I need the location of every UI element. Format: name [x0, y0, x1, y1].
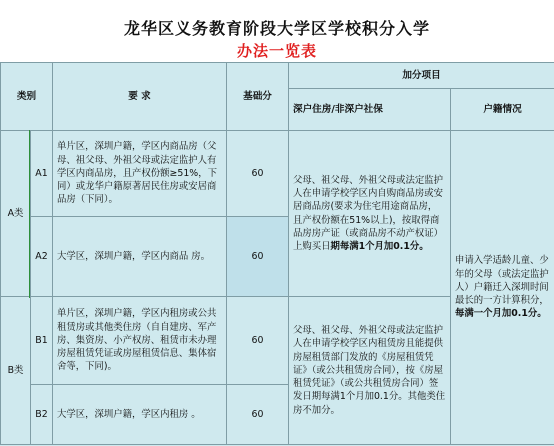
bonus-a-bold: 期每满1个月加0.1分。 — [330, 240, 429, 252]
header-household: 户籍情况 — [451, 89, 554, 131]
requirement-b2: 大学区，深圳户籍，学区内租房 。 — [53, 385, 227, 445]
category-b: B类 — [1, 297, 31, 445]
score-table — [0, 62, 554, 445]
header-requirement: 要 求 — [53, 63, 227, 131]
header-category: 类别 — [1, 63, 53, 131]
base-b2: 60 — [227, 385, 289, 445]
base-a2: 60 — [227, 217, 289, 297]
requirement-b1: 单片区，深圳户籍，学区内租房或公共租赁房或其他类住房（自自建房、军产房、集资房、小产权房、租赁市未办理房屋租赁凭证或房屋租赁信息、集体宿舍等，下同)。 — [53, 297, 227, 385]
header-base-score: 基础分 — [227, 63, 289, 131]
household-cell — [451, 131, 554, 445]
header-housing-social: 深户住房/非深户社保 — [289, 89, 451, 131]
title-area — [0, 0, 554, 62]
requirement-a1: 单片区，深圳户籍，学区内商品房（父母、祖父母、外祖父母或法定监护人有学区内商品房，且产权份额≥51%，下同）或龙华户籍原著居民住房或安居商品房（下同）。 — [53, 131, 227, 217]
bonus-a-text: 父母、祖父母、外祖父母或法定监护人在申请学校学区内自购商品房或安居商品房(要求为住宅用途商品房，且产权份额在51%以上)，按取得商品房房产证（或商品房不动产权证）上购买日 — [293, 174, 444, 252]
sub-b1: B1 — [31, 297, 53, 385]
bonus-b-cell: 父母、祖父母、外祖父母或法定监护人在申请学校学区内租赁房且能提供房屋租赁部门发放的《房屋租赁凭证》（或公共租赁房合同），按《房屋租赁凭证》（或公共租赁房合同）签发日期每满1个月加0.1分。其他类住房不加分。 — [289, 297, 451, 445]
household-text: 申请入学适龄儿童、少年的父母（或法定监护人）户籍迁入深圳时间最长的一方计算积分， — [455, 255, 549, 307]
page-title: 龙华区义务教育阶段大学区学校积分入学 — [123, 19, 430, 38]
category-a-marker — [29, 130, 30, 298]
bonus-a-cell — [289, 131, 451, 297]
requirement-a2: 大学区，深圳户籍，学区内商品 房。 — [53, 217, 227, 297]
sub-b2: B2 — [31, 385, 53, 445]
category-a: A类 — [1, 131, 31, 297]
sub-a1: A1 — [31, 131, 53, 217]
page-subtitle: 办法一览表 — [236, 42, 317, 60]
sub-a2: A2 — [31, 217, 53, 297]
base-b1: 60 — [227, 297, 289, 385]
base-a1: 60 — [227, 131, 289, 217]
header-bonus-items: 加分项目 — [289, 63, 554, 89]
household-bold: 每满一个月加0.1分。 — [455, 308, 547, 320]
